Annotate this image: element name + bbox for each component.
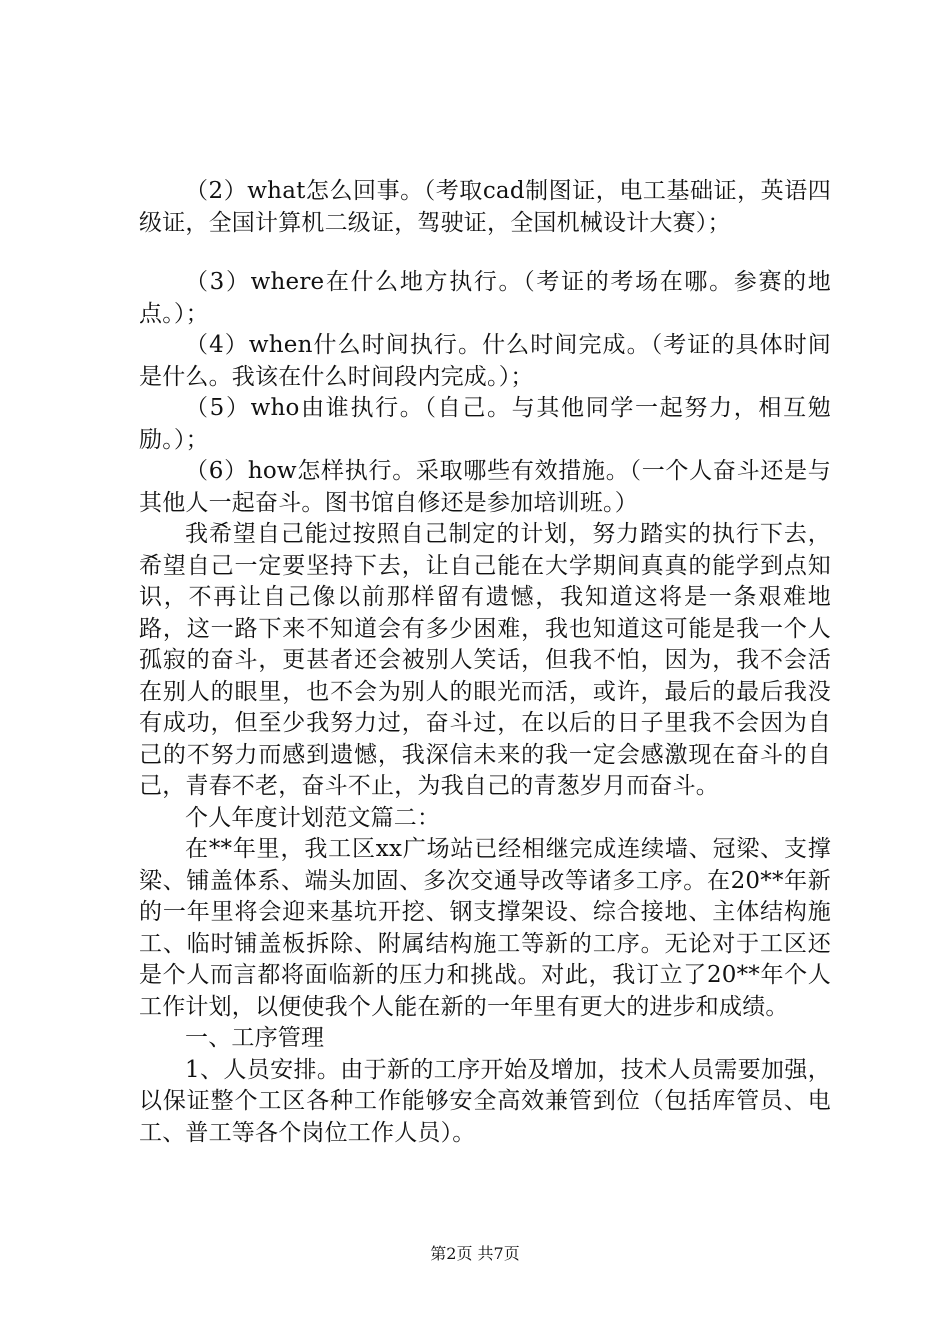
section-heading-part-two: 个人年度计划范文篇二： — [185, 804, 441, 831]
paragraph-who: （5）who由谁执行。（自己。与其他同学一起努力，相互勉励。）； — [139, 395, 831, 453]
paragraph-when: （4）when什么时间执行。什么时间完成。（考证的具体时间是什么。我该在什么时间段内完成。）； — [139, 332, 831, 390]
document-body — [139, 176, 831, 1149]
paragraph-what: （2）what怎么回事。（考取cad制图证，电工基础证，英语四级证，全国计算机二级证，驾驶证，全国机械设计大赛）； — [139, 178, 831, 236]
paragraph-staffing: 1、人员安排。由于新的工序开始及增加，技术人员需要加强，以保证整个工区各种工作能够安全高效兼管到位（包括库管员、电工、普工等各个岗位工作人员）。 — [139, 1056, 831, 1146]
section-heading-process-management: 一、工序管理 — [185, 1025, 325, 1051]
paragraph-hope: 我希望自己能过按照自己制定的计划，努力踏实的执行下去，希望自己一定要坚持下去，让自己能在大学期间真真的能学到点知识，不再让自己像以前那样留有遗憾，我知道这将是一条艰难地路，这一路下来不知道会有多少困难，我也知道这可能是我一个人孤寂的奋斗，更甚者还会被别人笑话，但我不怕，因为，我不会活在别人的眼里，也不会为别人的眼光而活，或许，最后的最后我没有成功，但至少我努力过，奋斗过，在以后的日子里我不会因为自己的不努力而感到遗憾，我深信未来的我一定会感激现在奋斗的自己，青春不老，奋斗不止，为我自己的青葱岁月而奋斗。 — [139, 521, 831, 799]
paragraph-how: （6）how怎样执行。采取哪些有效措施。（一个人奋斗还是与其他人一起奋斗。图书馆自修还是参加培训班。） — [139, 458, 831, 516]
paragraph-work-summary: 在**年里，我工区xx广场站已经相继完成连续墙、冠梁、支撑梁、铺盖体系、端头加固、多次交通导改等诸多工序。在20**年新的一年里将会迎来基坑开挖、钢支撑架设、综合接地、主体结构施工、临时铺盖板拆除、附属结构施工等新的工序。无论对于工区还是个人而言都将面临新的压力和挑战。对此，我订立了20**年个人工作计划，以便使我个人能在新的一年里有更大的进步和成绩。 — [139, 836, 831, 1020]
paragraph-where: （3）where在什么地方执行。（考证的考场在哪。参赛的地点。）； — [139, 269, 831, 327]
page-number-footer: 第2页 共7页 — [430, 1244, 520, 1263]
